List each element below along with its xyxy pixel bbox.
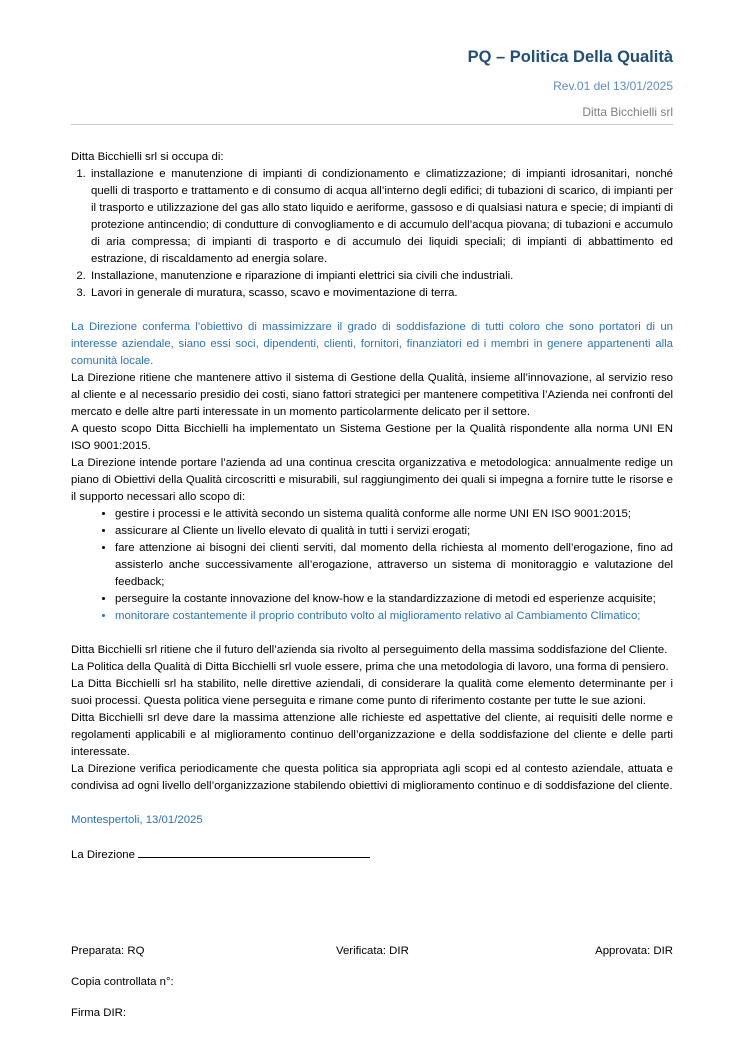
- list-item: 1. installazione e manutenzione di impianti di condizionamento e climatizzazione; di impianti idrosanitari, nonché quelli di trasporto e trattamento e di consumo di acqua all’interno degli edifici; di tubazioni di scarico, di impianti per il trasporto e utilizzazione del gas allo stato liquido e aeriforme, gassoso e di qualsiasi natura e specie; di impianti di protezione antincendio; di condutture di convogliamento e di accumulo dell’acqua piovana; di tubazioni e accumulo di aria compressa; di impianti di trasporto e di accumulo dei liquidi speciali; di impianti di abbattimento ed estrazione, di riscaldamento ad energia solare.: [89, 166, 673, 268]
- list-item: • monitorare costantemente il proprio contributo volto al miglioramento relativo al Cambiamento Climatico;: [115, 608, 673, 625]
- header-divider: [71, 124, 673, 125]
- signature-block: [71, 846, 673, 864]
- list-item: • perseguire la costante innovazione del know-how e la standardizzazione di metodi ed esperienze acquisite;: [115, 591, 673, 608]
- paragraph-iso: A questo scopo Ditta Bicchielli ha implementato un Sistema Gestione per la Qualità rispondente alla norma UNI EN ISO 9001:2015.: [71, 423, 673, 452]
- signature-dir-label: Firma DIR:: [71, 1007, 127, 1019]
- activities-list: [71, 166, 673, 302]
- paragraph-review: La Direzione verifica periodicamente che questa politica sia appropriata agli scopi ed al contesto aziendale, attuata e condivisa ad ogni livello dell’organizzazione stabilendo obiettivi di miglioramento continuo e di soddisfazione del cliente.: [71, 763, 673, 792]
- list-item: 2. Installazione, manutenzione e riparazione di impianti elettrici sia civili che industriali.: [89, 268, 673, 285]
- list-item: • fare attenzione ai bisogni dei clienti serviti, dal momento della richiesta al momento dell’erogazione, fino ad assisterlo anche successivamente all’erogazione, attraverso un sistema di monitoraggio e valutazione del feedback;: [115, 540, 673, 591]
- paragraph-future: Ditta Bicchielli srl ritiene che il futuro dell’azienda sia rivolto al perseguimento della massima soddisfazione del Cliente.: [71, 644, 668, 656]
- document-body: [71, 149, 673, 864]
- prepared-label: Preparata: RQ: [71, 945, 145, 957]
- copy-number-label: Copia controllata n°:: [71, 976, 174, 988]
- signature-label: La Direzione: [71, 849, 135, 861]
- signature-line: [138, 846, 370, 858]
- list-item: • assicurare al Cliente un livello elevato di qualità in tutti i servizi erogati;: [115, 523, 673, 540]
- paragraph-objectives: La Direzione intende portare l’azienda ad una continua crescita organizzativa e metodologica: annualmente redige un piano di Obiettivi della Qualità circoscritti e misurabili, sul raggiungimento dei quali si impegna a fornire tutte le risorse e il supporto necessari allo scopo di:: [71, 457, 673, 503]
- goals-list: [71, 506, 673, 625]
- list-item: 3. Lavori in generale di muratura, scasso, scavo e movimentazione di terra.: [89, 285, 673, 302]
- company-name: Ditta Bicchielli srl: [582, 105, 673, 119]
- paragraph-strategy: La Direzione ritiene che mantenere attivo il sistema di Gestione della Qualità, insieme all’innovazione, al servizio reso al cliente e al necessario presidio dei costi, siano fattori strategici per mantenere competitiva l’Azienda nei confronti del mercato e delle altre parti interessate in un momento particolarmente delicato per il settore.: [71, 372, 673, 418]
- intro-text: Ditta Bicchielli srl si occupa di:: [71, 151, 224, 163]
- document-title: PQ – Politica Della Qualità: [467, 48, 673, 66]
- verified-label: Verificata: DIR: [336, 945, 409, 957]
- place-date: Montespertoli, 13/01/2025: [71, 814, 203, 826]
- paragraph-policy: La Politica della Qualità di Ditta Bicchielli srl vuole essere, prima che una metodologia di lavoro, una forma di pensiero.: [71, 661, 669, 673]
- paragraph-directives: La Ditta Bicchielli srl ha stabilito, nelle direttive aziendali, di considerare la qualità come elemento determinante per i suoi processi. Questa politica viene perseguita e rimane come punto di riferimento costante per tutte le sue azioni.: [71, 678, 673, 707]
- paragraph-attention: Ditta Bicchielli srl deve dare la massima attenzione alle richieste ed aspettative del cliente, ai requisiti delle norme e regolamenti applicabili e al miglioramento continuo dell’organizzazione e della soddisfazione del cliente e delle parti interessate.: [71, 712, 673, 758]
- list-item: • gestire i processi e le attività secondo un sistema qualità conforme alle norme UNI EN ISO 9001:2015;: [115, 506, 673, 523]
- paragraph-stakeholders: La Direzione conferma l’obiettivo di massimizzare il grado di soddisfazione di tutti coloro che sono portatori di un interesse aziendale, siano essi soci, dipendenti, clienti, fornitori, finanziatori ed i membri in genere appartenenti alla comunità locale.: [71, 321, 673, 367]
- revision-label: Rev.01 del 13/01/2025: [553, 79, 673, 93]
- approved-label: Approvata: DIR: [595, 945, 673, 957]
